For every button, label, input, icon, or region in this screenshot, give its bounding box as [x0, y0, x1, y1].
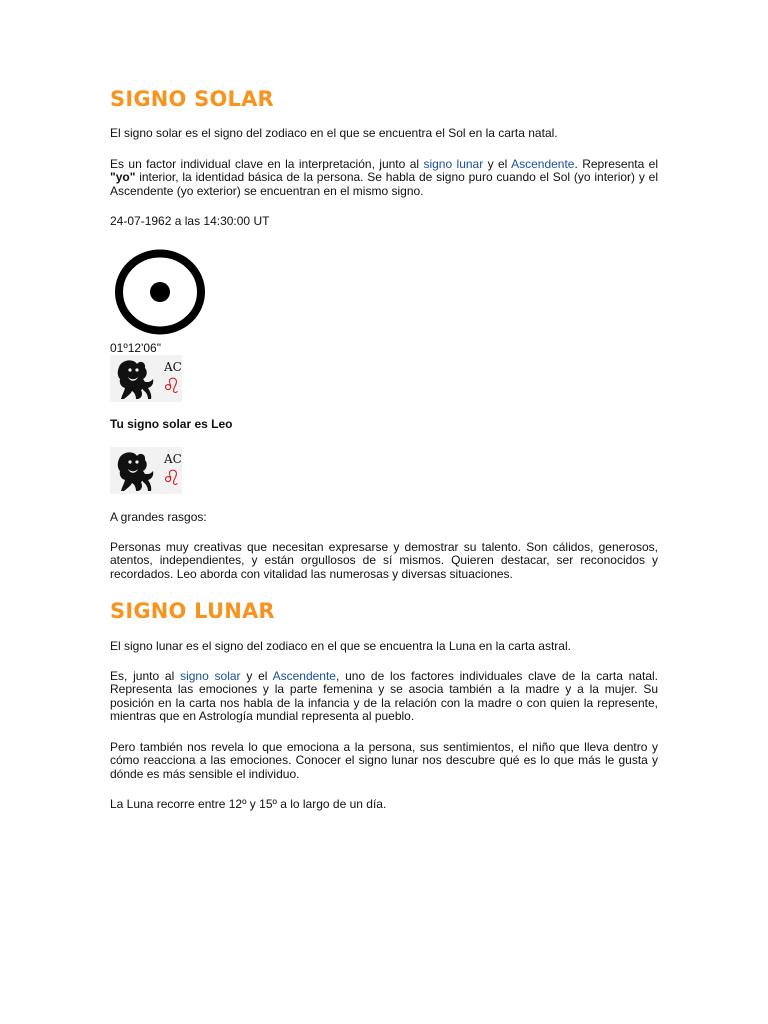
leo-sign-image-2 [110, 447, 182, 494]
sun-degree: 01º12'06" [110, 341, 161, 355]
solar-desc-part-3: . Representa el [574, 157, 658, 171]
lunar-intro: El signo lunar es el signo del zodiaco en el que se encuentra la Luna en la carta astral. [110, 639, 571, 653]
sun-symbol-icon [113, 248, 209, 336]
lunar-desc-part-3: , uno de los factores individuales clave de la carta natal. Representa las emociones y la parte femenina y se asocia también a la madre y a la mujer. Su posición en la carta nos habla de la infancia y de la relación con la madre o con quien la represente, mientras que en Astrología mundial representa al pueblo. [110, 669, 659, 724]
rasgos-description: Personas muy creativas que necesitan expresarse y demostrar su talento. Son cálidos, generosos, atentos, independientes, y están orgullosos de sí mismos. Quieren destacar, ser reconocidos y recordados. Leo aborda con vitalidad las numerosas y diversas situaciones. [110, 540, 658, 581]
heading-signo-lunar: SIGNO LUNAR [110, 599, 275, 623]
solar-sign-result: Tu signo solar es Leo [110, 417, 233, 431]
lunar-desc-part-1: Es, junto al [110, 669, 181, 683]
solar-intro: El signo solar es el signo del zodiaco en el que se encuentra el Sol en la carta natal. [110, 126, 558, 140]
solar-desc-part-4: interior, la identidad básica de la persona. Se habla de signo puro cuando el Sol (yo interior) y el Ascendente (yo exterior) se encuentran en el mismo signo. [110, 170, 658, 198]
leo-sign-image-1 [110, 355, 182, 402]
lunar-emotions: Pero también nos revela lo que emociona a la persona, sus sentimientos, el niño que lleva dentro y cómo reacciona a las emociones. Conocer el signo lunar nos descubre qué es lo que más le gusta y dónde es más sensible el individuo. [110, 740, 658, 781]
leo-glyph-icon: ♌ [162, 466, 181, 490]
ac-label: AC [164, 360, 182, 374]
link-signo-lunar[interactable]: signo lunar [423, 157, 484, 171]
yo-emphasis: "yo" [110, 170, 136, 185]
birth-date: 24-07-1962 a las 14:30:00 UT [110, 214, 270, 228]
lion-icon [110, 447, 182, 494]
solar-desc-part-2: y el [483, 157, 512, 171]
lunar-description [110, 670, 658, 724]
lion-icon [110, 355, 182, 402]
link-ascendente[interactable]: Ascendente [511, 157, 575, 171]
solar-desc-part-1: Es un factor individual clave en la interpretación, junto al [110, 157, 424, 171]
link-ascendente-lunar[interactable]: Ascendente [272, 669, 336, 683]
ac-label: AC [164, 452, 182, 466]
link-signo-solar[interactable]: signo solar [180, 669, 241, 683]
heading-signo-solar: SIGNO SOLAR [110, 87, 274, 111]
lunar-desc-part-2: y el [240, 669, 273, 683]
lunar-daily-motion: La Luna recorre entre 12º y 15º a lo largo de un día. [110, 797, 387, 811]
leo-glyph-icon: ♌ [162, 374, 181, 398]
rasgos-label: A grandes rasgos: [110, 510, 207, 524]
solar-description [110, 158, 658, 198]
